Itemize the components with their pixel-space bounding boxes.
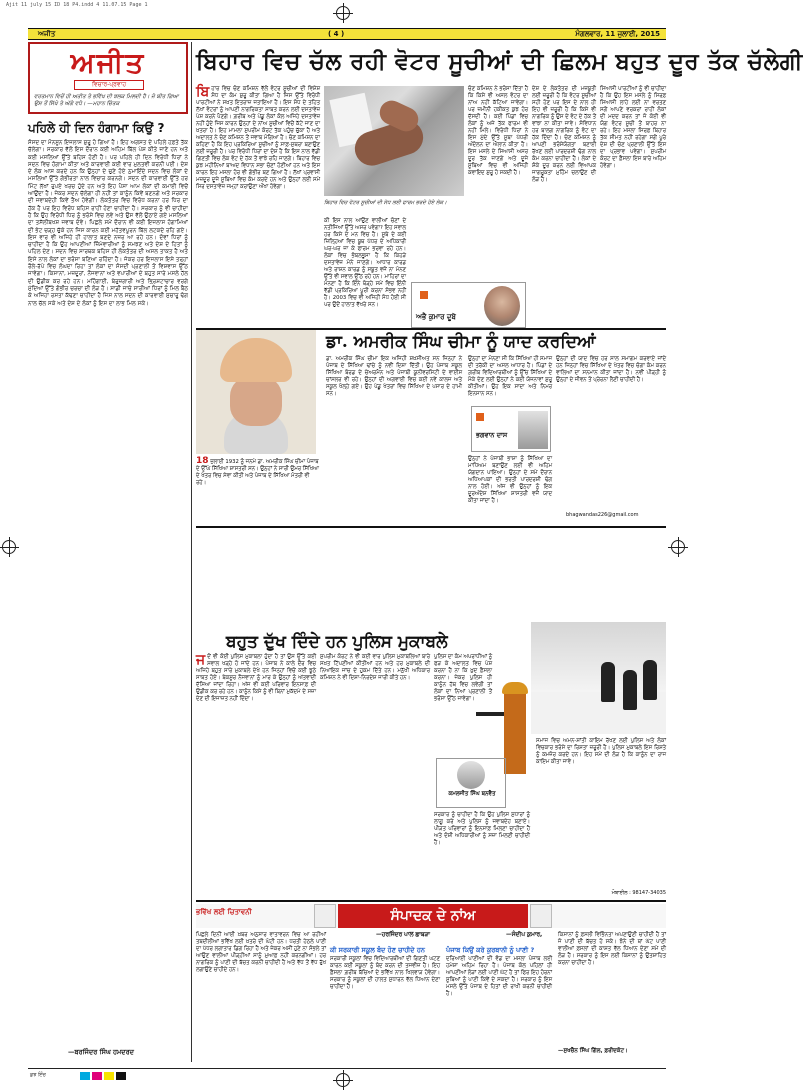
illustration-figure bbox=[623, 670, 637, 710]
page-header bbox=[28, 28, 666, 40]
letters-header bbox=[196, 904, 666, 928]
header-page-number: ( 4 ) bbox=[328, 30, 345, 38]
author-photo bbox=[518, 411, 548, 449]
letter-3-body: ਦਰਿਆਈ ਪਾਣੀਆਂ ਦੀ ਵੰਡ ਦਾ ਮਸਲਾ ਪੰਜਾਬ ਲਈ ਹਮੇਸ਼ਾ ਅਹਿਮ ਰਿਹਾ ਹੈ। ਪੰਜਾਬ ਕੋਲ ਪਹਿਲਾਂ ਹੀ ਆਪਣੀਆਂ ਲੋੜਾਂ ਲਈ ਪਾਣੀ ਘੱਟ ਹੈ ਤਾਂ ਫਿਰ ਇਹ ਹੋਰਨਾਂ ਸੂਬਿਆਂ ਨੂੰ ਪਾਣੀ ਕਿਵੇਂ ਦੇ ਸਕਦਾ ਹੈ। ਸਰਕਾਰ ਨੂੰ ਇਸ ਮਸਲੇ ਉੱਤੇ ਪੰਜਾਬ ਦੇ ਹਿਤਾਂ ਦੀ ਰਾਖੀ ਕਰਨੀ ਚਾਹੀਦੀ ਹੈ। bbox=[446, 956, 552, 997]
lead-photo-hands bbox=[324, 86, 464, 196]
footer-text: ਕੁਝ ਇੰਚ bbox=[30, 1072, 46, 1078]
section-divider bbox=[196, 526, 666, 528]
letter-1-body: ਪਿਛਲੇ ਦਿਨੀਂ ਆਈ ਖ਼ਬਰ ਅਨੁਸਾਰ ਵਾਤਾਵਰਨ ਵਿਚ ਆ ਰਹੀਆਂ ਤਬਦੀਲੀਆਂ ਭਵਿੱਖ ਲਈ ਖ਼ਤਰੇ ਦੀ ਘੰਟੀ ਹਨ। ਧਰਤੀ ਹੇਠਲੇ ਪਾਣੀ ਦਾ ਪੱਧਰ ਲਗਾਤਾਰ ਡਿਗ ਰਿਹਾ ਹੈ ਅਤੇ ਜੇਕਰ ਅਸੀਂ ਹੁਣੇ ਨਾ ਸੰਭਲੇ ਤਾਂ ਆਉਣ ਵਾਲੀਆਂ ਪੀੜ੍ਹੀਆਂ ਸਾਨੂੰ ਮੁਆਫ਼ ਨਹੀਂ ਕਰਨਗੀਆਂ। ਹਰ ਨਾਗਰਿਕ ਨੂੰ ਪਾਣੀ ਦੀ ਬੱਚਤ ਕਰਨੀ ਚਾਹੀਦੀ ਹੈ ਅਤੇ ਵੱਧ ਤੋਂ ਵੱਧ ਰੁੱਖ ਲਗਾਉਣੇ ਚਾਹੀਦੇ ਹਨ। bbox=[196, 932, 326, 973]
letter-2-body: ਸਰਕਾਰੀ ਸਕੂਲਾਂ ਵਿਚ ਵਿਦਿਆਰਥੀਆਂ ਦੀ ਗਿਣਤੀ ਘਟਣ ਕਾਰਨ ਕਈ ਸਕੂਲਾਂ ਨੂੰ ਬੰਦ ਕਰਨ ਦੀ ਤਜਵੀਜ਼ ਹੈ। ਇਹ ਫ਼ੈਸਲਾ ਗ਼ਰੀਬ ਬੱਚਿਆਂ ਦੇ ਭਵਿੱਖ ਨਾਲ ਖਿਲਵਾੜ ਹੋਵੇਗਾ। ਸਰਕਾਰ ਨੂੰ ਸਕੂਲਾਂ ਦੀ ਹਾਲਤ ਸੁਧਾਰਨ ਵੱਲ ਧਿਆਨ ਦੇਣਾ ਚਾਹੀਦਾ ਹੈ। bbox=[330, 956, 440, 990]
feature-column-2: ਉਨ੍ਹਾਂ ਦਾ ਮੰਨਣਾ ਸੀ ਕਿ ਸਿੱਖਿਆ ਹੀ ਸਮਾਜ ਦੀ ਤਰੱਕੀ ਦਾ ਅਸਲ ਆਧਾਰ ਹੈ। ਪਿੰਡਾਂ ਦੇ ਗ਼ਰੀਬ ਵਿਦਿਆਰਥੀਆਂ ਨੂੰ ਉੱਚ ਸਿੱਖਿਆ ਦੇ ਮੌਕੇ ਦੇਣ ਲਈ ਉਨ੍ਹਾਂ ਨੇ ਕਈ ਯੋਜਨਾਵਾਂ ਸ਼ੁਰੂ ਕੀਤੀਆਂ। ਉਹ ਇਕ ਸਾਦਾ ਅਤੇ ਨਿਮਰ ਇਨਸਾਨ ਸਨ। bbox=[468, 356, 552, 397]
author-marker-icon bbox=[420, 291, 428, 299]
police-column-5: ਸਮਾਜ ਵਿਚ ਅਮਨ-ਸ਼ਾਂਤੀ ਕਾਇਮ ਰੱਖਣ ਲਈ ਪੁਲਿਸ ਅਤੇ ਲੋਕਾਂ ਵਿਚਕਾਰ ਭਰੋਸੇ ਦਾ ਰਿਸ਼ਤਾ ਜ਼ਰੂਰੀ ਹੈ। ਪੁਲਿਸ ਮੁਕਾਬਲੇ ਇਸ ਰਿਸ਼ਤੇ ਨੂੰ ਕਮਜ਼ੋਰ ਕਰਦੇ ਹਨ। ਇਹ ਸਮੇਂ ਦੀ ਲੋੜ ਹੈ ਕਿ ਕਾਨੂੰਨ ਦਾ ਰਾਜ ਕਾਇਮ ਕੀਤਾ ਜਾਵੇ। bbox=[536, 738, 666, 765]
feature-caption-number: 18 bbox=[196, 456, 209, 466]
masthead-quote: ਵਰਤਮਾਨ ਵਿਚੋਂ ਹੀ ਅਤੀਤ ਤੇ ਭਵਿੱਖ ਦੀ ਝਲਕ ਮਿਲਦੀ ਹੈ। ਜੋ ਬੀਤ ਗਿਆ ਉਸ ਤੋਂ ਸਿੱਖੋ ਤੇ ਅੱਗੇ ਵਧੋ। —ਮਹਾਨ ਚਿੰਤਕ bbox=[34, 94, 179, 107]
feature-caption bbox=[196, 458, 320, 518]
pen-icon bbox=[314, 904, 336, 928]
feature-contact: bhagwandas226@gmail.com bbox=[566, 512, 639, 518]
color-bar-black bbox=[116, 1072, 126, 1080]
letter-4-body: ਕਿਸਾਨਾਂ ਨੂੰ ਫ਼ਸਲੀ ਵਿਭਿੰਨਤਾ ਅਪਣਾਉਣੀ ਚਾਹੀਦੀ ਹੈ ਤਾਂ ਜੋ ਪਾਣੀ ਦੀ ਬੱਚਤ ਹੋ ਸਕੇ। ਝੋਨੇ ਦੀ ਥਾਂ ਘੱਟ ਪਾਣੀ ਵਾਲੀਆਂ ਫ਼ਸਲਾਂ ਦੀ ਕਾਸ਼ਤ ਵੱਲ ਧਿਆਨ ਦੇਣਾ ਸਮੇਂ ਦੀ ਲੋੜ ਹੈ। ਸਰਕਾਰ ਨੂੰ ਇਸ ਲਈ ਕਿਸਾਨਾਂ ਨੂੰ ਉਤਸ਼ਾਹਿਤ ਕਰਨਾ ਚਾਹੀਦਾ ਹੈ। bbox=[558, 932, 666, 966]
masthead bbox=[28, 42, 188, 114]
masthead-title: ਅਜੀਤ bbox=[70, 46, 146, 79]
lead-dropcap: ਬਿ bbox=[196, 84, 210, 100]
registration-mark-bottom bbox=[336, 1073, 350, 1087]
police-author-box bbox=[436, 758, 506, 808]
lead-column-5: ਸਿਆਸੀ ਪਾਰਟੀਆਂ ਨੂੰ ਵੀ ਚਾਹੀਦਾ ਹੈ ਕਿ ਉਹ ਇਸ ਮਸਲੇ ਨੂੰ ਸਿਰਫ਼ ਸਿਆਸੀ ਲਾਹੇ ਲਈ ਨਾ ਵਰਤਣ ਸਗੋਂ ਆਪਣੇ ਵਰਕਰਾਂ ਰਾਹੀਂ ਲੋਕਾਂ ਦੀ ਮਦਦ ਕਰਨ ਤਾਂ ਜੋ ਕੋਈ ਵੀ ਯੋਗ ਵੋਟਰ ਸੂਚੀ ਤੋਂ ਬਾਹਰ ਨਾ ਰਹੇ। ਇਹ ਮਸਲਾ ਸਿਰਫ਼ ਬਿਹਾਰ ਤੱਕ ਸੀਮਤ ਨਹੀਂ ਰਹੇਗਾ ਸਗੋਂ ਪੂਰੇ ਦੇਸ਼ ਦੀ ਚੋਣ ਪ੍ਰਣਾਲੀ ਉੱਤੇ ਇਸ ਦਾ ਪ੍ਰਭਾਵ ਪਵੇਗਾ। ਸੁਪਰੀਮ ਕੋਰਟ ਦਾ ਫ਼ੈਸਲਾ ਇਸ ਬਾਰੇ ਅਹਿਮ ਹੋਵੇਗਾ। bbox=[600, 86, 666, 169]
letter-3-heading: ਪੰਜਾਬ ਕਿਉਂ ਕਰੇ ਕੁਰਬਾਨੀ ਨੂੰ ਪਾਣੀ ? bbox=[446, 946, 535, 954]
illustration-body bbox=[504, 694, 526, 774]
letter-2-heading: ਕੀ ਸਰਕਾਰੀ ਸਕੂਲ ਬੰਦ ਹੋਣ ਚਾਹੀਦੇ ਹਨ bbox=[330, 946, 425, 954]
feature-column-1: ਡਾ. ਅਮਰੀਕ ਸਿੰਘ ਚੀਮਾ ਇਕ ਅਜਿਹੀ ਸ਼ਖ਼ਸੀਅਤ ਸਨ ਜਿਨ੍ਹਾਂ ਨੇ ਪੰਜਾਬ ਦੇ ਸਿੱਖਿਆ ਢਾਂਚੇ ਨੂੰ ਨਵੀਂ ਦਿਸ਼ਾ ਦਿੱਤੀ। ਉਹ ਪੰਜਾਬ ਸਕੂਲ ਸਿੱਖਿਆ ਬੋਰਡ ਦੇ ਚੇਅਰਮੈਨ ਅਤੇ ਪੰਜਾਬੀ ਯੂਨੀਵਰਸਿਟੀ ਦੇ ਵਾਈਸ ਚਾਂਸਲਰ ਵੀ ਰਹੇ। ਉਨ੍ਹਾਂ ਦੀ ਅਗਵਾਈ ਵਿਚ ਕਈ ਨਵੇਂ ਕਾਲਜ ਅਤੇ ਸਕੂਲ ਖੋਲ੍ਹੇ ਗਏ। ਉਹ ਪੇਂਡੂ ਖੇਤਰਾਂ ਵਿਚ ਸਿੱਖਿਆ ਦੇ ਪਸਾਰ ਦੇ ਹਾਮੀ ਸਨ। bbox=[326, 356, 462, 397]
author-marker-icon bbox=[476, 413, 484, 421]
police-headline: ਬਹੁਤ ਦੁੱਖ ਦਿੰਦੇ ਹਨ ਪੁਲਿਸ ਮੁਕਾਬਲੇ bbox=[226, 632, 448, 652]
masthead-subtitle: ਵਿਚਾਰ-ਪ੍ਰਵਾਹ bbox=[74, 80, 144, 90]
letter-bottom-signature: —ਸੁਖਚੈਨ ਸਿੰਘ ਗਿੱਲ, ਫ਼ਰੀਦਕੋਟ। bbox=[558, 1048, 628, 1054]
illustration-hat bbox=[502, 682, 528, 694]
police-column-2: ਸੁਪਰੀਮ ਕੋਰਟ ਨੇ ਵੀ ਕਈ ਵਾਰ ਪੁਲਿਸ ਮੁਕਾਬਲਿਆਂ ਬਾਰੇ ਸਖ਼ਤ ਟਿੱਪਣੀਆਂ ਕੀਤੀਆਂ ਹਨ ਅਤੇ ਹਰ ਮੁਕਾਬਲੇ ਦੀ ਨਿਆਂਇਕ ਜਾਂਚ ਦੇ ਹੁਕਮ ਦਿੱਤੇ ਹਨ। ਮਨੁੱਖੀ ਅਧਿਕਾਰ ਕਮਿਸ਼ਨ ਨੇ ਵੀ ਦਿਸ਼ਾ-ਨਿਰਦੇਸ਼ ਜਾਰੀ ਕੀਤੇ ਹਨ। bbox=[320, 654, 430, 681]
police-contact: ਮੋਬਾਈਲ : 98147-34035 bbox=[611, 890, 666, 896]
letter-top-signature: —ਹਰਜਿੰਦਰ ਪਾਲ ਛਾਬੜਾ bbox=[376, 932, 430, 938]
author-photo bbox=[457, 761, 485, 789]
police-column-1 bbox=[196, 654, 316, 898]
police-author-name: ਕਮਲਜੀਤ ਸਿੰਘ ਬਨਵੈਤ bbox=[448, 791, 496, 797]
feature-headline: ਡਾ. ਅਮਰੀਕ ਸਿੰਘ ਚੀਮਾ ਨੂੰ ਯਾਦ ਕਰਦਿਆਂ bbox=[326, 332, 596, 352]
photo-turban bbox=[220, 338, 292, 382]
color-bar-cyan bbox=[80, 1072, 90, 1080]
registration-mark-left bbox=[2, 540, 16, 554]
footer-rule bbox=[28, 1068, 666, 1069]
header-paper-name: ਅਜੀਤ bbox=[38, 30, 56, 38]
letters-banner: ਸੰਪਾਦਕ ਦੇ ਨਾਂਅ bbox=[338, 904, 528, 928]
illustration-figure bbox=[643, 660, 657, 700]
lead-text-1: ਹਾਰ ਵਿਚ ਚੋਣ ਕਮਿਸ਼ਨ ਵੱਲੋਂ ਵੋਟਰ ਸੂਚੀਆਂ ਦੀ ਵਿਸ਼ੇਸ਼ ਸੋਧ ਦਾ ਕੰਮ ਸ਼ੁਰੂ ਕੀਤਾ ਗਿਆ ਹੈ ਜਿਸ ਉੱਤੇ ਵਿਰੋਧੀ ਪਾਰਟੀਆਂ ਨੇ ਸਖ਼ਤ ਇਤਰਾਜ਼ ਜਤਾਇਆ ਹੈ। ਇਸ ਸੋਧ ਦੇ ਤਹਿਤ ਲੱਖਾਂ ਵੋਟਰਾਂ ਨੂੰ ਆਪਣੀ ਨਾਗਰਿਕਤਾ ਸਾਬਤ ਕਰਨ ਲਈ ਦਸਤਾਵੇਜ਼ ਪੇਸ਼ ਕਰਨੇ ਪੈਣਗੇ। ਗ਼ਰੀਬ ਅਤੇ ਪੇਂਡੂ ਲੋਕਾਂ ਕੋਲ ਅਜਿਹੇ ਦਸਤਾਵੇਜ਼ ਨਹੀਂ ਹੁੰਦੇ ਜਿਸ ਕਾਰਨ ਉਨ੍ਹਾਂ ਦੇ ਨਾਂਅ ਸੂਚੀਆਂ ਵਿਚੋਂ ਕੱਟੇ ਜਾਣ ਦਾ ਖ਼ਤਰਾ ਹੈ। ਇਹ ਮਾਮਲਾ ਸੁਪਰੀਮ ਕੋਰਟ ਤੱਕ ਪਹੁੰਚ ਚੁੱਕਾ ਹੈ ਅਤੇ ਅਦਾਲਤ ਨੇ ਚੋਣ ਕਮਿਸ਼ਨ ਤੋਂ ਜਵਾਬ ਮੰਗਿਆ ਹੈ। ਚੋਣ ਕਮਿਸ਼ਨ ਦਾ ਕਹਿਣਾ ਹੈ ਕਿ ਇਹ ਪ੍ਰਕਿਰਿਆ ਸੂਚੀਆਂ ਨੂੰ ਸਾਫ਼-ਸੁਥਰਾ ਬਣਾਉਣ ਲਈ ਜ਼ਰੂਰੀ ਹੈ। ਪਰ ਵਿਰੋਧੀ ਧਿਰਾਂ ਦਾ ਦੋਸ਼ ਹੈ ਕਿ ਇਸ ਨਾਲ ਵੱਡੀ ਗਿਣਤੀ ਵਿਚ ਲੋਕ ਵੋਟ ਦੇ ਹੱਕ ਤੋਂ ਵਾਂਝੇ ਰਹਿ ਜਾਣਗੇ। ਬਿਹਾਰ ਵਿਚ ਕੁਝ ਮਹੀਨਿਆਂ ਬਾਅਦ ਵਿਧਾਨ ਸਭਾ ਚੋਣਾਂ ਹੋਣੀਆਂ ਹਨ ਅਤੇ ਇਸ ਕਾਰਨ ਇਹ ਮਸਲਾ ਹੋਰ ਵੀ ਗੰਭੀਰ ਬਣ ਗਿਆ ਹੈ। ਲੱਖਾਂ ਪ੍ਰਵਾਸੀ ਮਜ਼ਦੂਰ ਦੂਜੇ ਸੂਬਿਆਂ ਵਿਚ ਕੰਮ ਕਰਦੇ ਹਨ ਅਤੇ ਉਨ੍ਹਾਂ ਲਈ ਸਮੇਂ ਸਿਰ ਦਸਤਾਵੇਜ਼ ਜਮ੍ਹਾਂ ਕਰਾਉਣਾ ਔਖਾ ਹੋਵੇਗਾ। bbox=[196, 86, 320, 190]
lead-author-name: ਅਭੈ ਕੁਮਾਰ ਦੂਬੇ bbox=[416, 313, 456, 321]
feature-author-box bbox=[471, 406, 551, 452]
column-divider bbox=[191, 42, 192, 1062]
editorial-title: ਪਹਿਲੇ ਹੀ ਦਿਨ ਹੰਗਾਮਾ ਕਿਉਂ ? bbox=[28, 121, 165, 135]
feature-author-name: ਭਗਵਾਨ ਦਾਸ bbox=[476, 431, 508, 439]
lead-author-box bbox=[411, 282, 526, 328]
letters-left-label: ਭਵਿੱਖ ਲਈ ਚਿਤਾਵਨੀ bbox=[196, 908, 252, 916]
header-date: ਮੰਗਲਵਾਰ, 11 ਜੁਲਾਈ, 2015 bbox=[575, 30, 660, 38]
police-dropcap: ਜ bbox=[196, 652, 206, 668]
police-illustration bbox=[531, 622, 666, 734]
police-column-3: ਪੁਲਿਸ ਦਾ ਕੰਮ ਅਪਰਾਧੀਆਂ ਨੂੰ ਫੜ ਕੇ ਅਦਾਲਤ ਵਿਚ ਪੇਸ਼ ਕਰਨਾ ਹੈ ਨਾ ਕਿ ਖ਼ੁਦ ਫ਼ੈਸਲਾ ਕਰਨਾ। ਜੇਕਰ ਪੁਲਿਸ ਹੀ ਕਾਨੂੰਨ ਹੱਥ ਵਿਚ ਲਵੇਗੀ ਤਾਂ ਲੋਕਾਂ ਦਾ ਨਿਆਂ ਪ੍ਰਣਾਲੀ ਤੋਂ ਭਰੋਸਾ ਉੱਠ ਜਾਵੇਗਾ। bbox=[434, 654, 493, 702]
newspaper-page bbox=[28, 42, 803, 1064]
photo-face bbox=[230, 376, 282, 426]
lead-column-1 bbox=[196, 86, 320, 282]
police-column-4: ਸਰਕਾਰ ਨੂੰ ਚਾਹੀਦਾ ਹੈ ਕਿ ਉਹ ਪੁਲਿਸ ਸੁਧਾਰਾਂ ਨੂੰ ਲਾਗੂ ਕਰੇ ਅਤੇ ਪੁਲਿਸ ਨੂੰ ਜਵਾਬਦੇਹ ਬਣਾਏ। ਪੀੜਤ ਪਰਿਵਾਰਾਂ ਨੂੰ ਇਨਸਾਫ਼ ਮਿਲਣਾ ਚਾਹੀਦਾ ਹੈ ਅਤੇ ਦੋਸ਼ੀ ਅਧਿਕਾਰੀਆਂ ਨੂੰ ਸਜ਼ਾ ਮਿਲਣੀ ਚਾਹੀਦੀ ਹੈ। bbox=[434, 812, 530, 846]
print-slug: Ajit 11 july 15 ID 18 P4.indd 4 11.07.15 Page 1 bbox=[6, 2, 148, 8]
registration-mark-top bbox=[336, 6, 350, 20]
section-divider bbox=[196, 900, 666, 902]
editorial-byline: —ਬਰਜਿੰਦਰ ਸਿੰਘ ਹਮਦਰਦ bbox=[68, 1048, 134, 1056]
lead-photo-caption: ਬਿਹਾਰ ਵਿਚ ਵੋਟਰ ਸੂਚੀਆਂ ਦੀ ਸੋਧ ਲਈ ਫਾਰਮ ਭਰਦੇ ਹੋਏ ਲੋਕ। bbox=[324, 200, 447, 206]
editorial-column bbox=[28, 42, 188, 1062]
envelope-icon bbox=[530, 904, 552, 928]
registration-mark-right bbox=[671, 540, 685, 554]
feature-caption-text: ਜੁਲਾਈ 1932 ਨੂੰ ਜਨਮੇ ਡਾ. ਅਮਰੀਕ ਸਿੰਘ ਚੀਮਾ ਪੰਜਾਬ ਦੇ ਉੱਘੇ ਸਿੱਖਿਆ ਸ਼ਾਸਤਰੀ ਸਨ। ਉਨ੍ਹਾਂ ਨੇ ਸਾਰੀ ਉਮਰ ਸਿੱਖਿਆ ਦੇ ਖੇਤਰ ਵਿਚ ਸੇਵਾ ਕੀਤੀ ਅਤੇ ਪੰਜਾਬ ਦੇ ਸਿੱਖਿਆ ਮੰਤਰੀ ਵੀ ਰਹੇ। bbox=[196, 459, 319, 486]
author-photo bbox=[484, 286, 520, 326]
lead-column-4: ਦੇਸ਼ ਦੇ ਲੋਕਤੰਤਰ ਦੀ ਮਜ਼ਬੂਤੀ ਲਈ ਜ਼ਰੂਰੀ ਹੈ ਕਿ ਵੋਟਰ ਸੂਚੀਆਂ ਸਹੀ ਹੋਣ ਪਰ ਇਸ ਦੇ ਨਾਲ ਹੀ ਇਹ ਵੀ ਜ਼ਰੂਰੀ ਹੈ ਕਿ ਕਿਸੇ ਵੀ ਨਾਗਰਿਕ ਨੂੰ ਉਸ ਦੇ ਵੋਟ ਦੇ ਹੱਕ ਤੋਂ ਵਾਂਝਾ ਨਾ ਕੀਤਾ ਜਾਵੇ। ਸੰਵਿਧਾਨ ਹਰ ਬਾਲਗ ਨਾਗਰਿਕ ਨੂੰ ਵੋਟ ਦਾ ਹੱਕ ਦਿੰਦਾ ਹੈ। ਚੋਣ ਕਮਿਸ਼ਨ ਨੂੰ ਆਪਣੀ ਭਰੋਸੇਯੋਗਤਾ ਬਣਾਈ ਰੱਖਣ ਲਈ ਪਾਰਦਰਸ਼ੀ ਢੰਗ ਨਾਲ ਕੰਮ ਕਰਨਾ ਚਾਹੀਦਾ ਹੈ। ਲੋਕਾਂ ਦੇ ਸ਼ੰਕੇ ਦੂਰ ਕਰਨ ਲਈ ਵਿਆਪਕ ਜਾਗਰੂਕਤਾ ਮੁਹਿੰਮ ਚਲਾਉਣ ਦੀ ਲੋੜ ਹੈ। bbox=[532, 86, 596, 183]
color-bar-yellow bbox=[104, 1072, 114, 1080]
police-text-1: ਦੋਂ ਵੀ ਕੋਈ ਪੁਲਿਸ ਮੁਕਾਬਲਾ ਹੁੰਦਾ ਹੈ ਤਾਂ ਉਸ ਉੱਤੇ ਕਈ ਸਵਾਲ ਖੜ੍ਹੇ ਹੋ ਜਾਂਦੇ ਹਨ। ਪੰਜਾਬ ਨੇ ਕਾਲੇ ਦੌਰ ਵਿਚ ਅਜਿਹੇ ਬਹੁਤ ਸਾਰੇ ਮੁਕਾਬਲੇ ਦੇਖੇ ਹਨ ਜਿਨ੍ਹਾਂ ਵਿਚੋਂ ਕਈ ਝੂਠੇ ਸਾਬਤ ਹੋਏ। ਬੇਕਸੂਰ ਨੌਜਵਾਨਾਂ ਨੂੰ ਮਾਰ ਕੇ ਉਨ੍ਹਾਂ ਨੂੰ ਅੱਤਵਾਦੀ ਦੱਸਿਆ ਜਾਂਦਾ ਰਿਹਾ। ਅੱਜ ਵੀ ਕਈ ਪਰਿਵਾਰ ਇਨਸਾਫ਼ ਦੀ ਉਡੀਕ ਕਰ ਰਹੇ ਹਨ। ਕਾਨੂੰਨ ਕਿਸੇ ਨੂੰ ਵੀ ਬਿਨਾਂ ਮੁਕੱਦਮੇ ਦੇ ਸਜ਼ਾ ਦੇਣ ਦੀ ਇਜਾਜ਼ਤ ਨਹੀਂ ਦਿੰਦਾ। bbox=[196, 654, 316, 702]
lead-column-2: ਕੀ ਇਸ ਨਾਲ ਆਉਣ ਵਾਲੀਆਂ ਚੋਣਾਂ ਦੇ ਨਤੀਜਿਆਂ ਉੱਤੇ ਅਸਰ ਪਵੇਗਾ? ਇਹ ਸਵਾਲ ਹਰ ਕਿਸੇ ਦੇ ਮਨ ਵਿਚ ਹੈ। ਸੂਬੇ ਦੇ ਕਈ ਜ਼ਿਲ੍ਹਿਆਂ ਵਿਚ ਬੂਥ ਪੱਧਰ ਦੇ ਅਧਿਕਾਰੀ ਘਰ-ਘਰ ਜਾ ਕੇ ਫਾਰਮ ਭਰਵਾ ਰਹੇ ਹਨ। ਲੋਕਾਂ ਵਿਚ ਭੰਬਲਭੂਸਾ ਹੈ ਕਿ ਕਿਹੜੇ ਦਸਤਾਵੇਜ਼ ਮੰਨੇ ਜਾਣਗੇ। ਆਧਾਰ ਕਾਰਡ ਅਤੇ ਰਾਸ਼ਨ ਕਾਰਡ ਨੂੰ ਸਬੂਤ ਵਜੋਂ ਨਾ ਮੰਨਣ ਉੱਤੇ ਵੀ ਸਵਾਲ ਉੱਠ ਰਹੇ ਹਨ। ਮਾਹਿਰਾਂ ਦਾ ਮੰਨਣਾ ਹੈ ਕਿ ਇੰਨੇ ਥੋੜ੍ਹੇ ਸਮੇਂ ਵਿਚ ਇੰਨੀ ਵੱਡੀ ਪ੍ਰਕਿਰਿਆ ਪੂਰੀ ਕਰਨਾ ਸੰਭਵ ਨਹੀਂ ਹੈ। 2003 ਵਿਚ ਵੀ ਅਜਿਹੀ ਸੋਧ ਹੋਈ ਸੀ ਪਰ ਉਦੋਂ ਹਾਲਾਤ ਵੱਖਰੇ ਸਨ। bbox=[324, 218, 406, 308]
letter-mid-signature: —ਸੰਦੀਪ ਕੁਮਾਰ, bbox=[506, 932, 543, 938]
illustration-figure bbox=[601, 662, 615, 702]
editorial-body: ਸੰਸਦ ਦਾ ਮੌਨਸੂਨ ਇਜਲਾਸ ਸ਼ੁਰੂ ਹੋ ਗਿਆ ਹੈ। ਇਹ ਅਗਸਤ ਦੇ ਪਹਿਲੇ ਹਫ਼ਤੇ ਤੱਕ ਚੱਲੇਗਾ। ਸਰਕਾਰ ਵੱਲੋਂ ਇਸ ਦੌਰਾਨ ਕਈ ਅਹਿਮ ਬਿੱਲ ਪੇਸ਼ ਕੀਤੇ ਜਾਣੇ ਹਨ ਅਤੇ ਕਈ ਮਸਲਿਆਂ ਉੱਤੇ ਬਹਿਸ ਹੋਣੀ ਹੈ। ਪਰ ਪਹਿਲੇ ਹੀ ਦਿਨ ਵਿਰੋਧੀ ਧਿਰਾਂ ਨੇ ਸਦਨ ਵਿਚ ਹੰਗਾਮਾ ਕੀਤਾ ਅਤੇ ਕਾਰਵਾਈ ਕਈ ਵਾਰ ਮੁਲਤਵੀ ਕਰਨੀ ਪਈ। ਦੇਸ਼ ਦੇ ਲੋਕ ਆਸ ਕਰਦੇ ਹਨ ਕਿ ਉਨ੍ਹਾਂ ਦੇ ਚੁਣੇ ਹੋਏ ਨੁਮਾਇੰਦੇ ਸਦਨ ਵਿਚ ਲੋਕਾਂ ਦੇ ਮਸਲਿਆਂ ਉੱਤੇ ਗੰਭੀਰਤਾ ਨਾਲ ਵਿਚਾਰ ਕਰਨਗੇ। ਸਦਨ ਦੀ ਕਾਰਵਾਈ ਉੱਤੇ ਹਰ ਮਿੰਟ ਲੱਖਾਂ ਰੁਪਏ ਖਰਚ ਹੁੰਦੇ ਹਨ ਅਤੇ ਇਹ ਪੈਸਾ ਆਮ ਲੋਕਾਂ ਦੀ ਕਮਾਈ ਵਿਚੋਂ ਆਉਂਦਾ ਹੈ। ਜੇਕਰ ਸਦਨ ਚੱਲੇਗਾ ਹੀ ਨਹੀਂ ਤਾਂ ਕਾਨੂੰਨ ਕਿਵੇਂ ਬਣਨਗੇ ਅਤੇ ਸਰਕਾਰ ਦੀ ਜਵਾਬਦੇਹੀ ਕਿਵੇਂ ਤੈਅ ਹੋਵੇਗੀ। ਲੋਕਤੰਤਰ ਵਿਚ ਵਿਰੋਧ ਕਰਨਾ ਹਰ ਧਿਰ ਦਾ ਹੱਕ ਹੈ ਪਰ ਇਹ ਵਿਰੋਧ ਬਹਿਸ ਰਾਹੀਂ ਹੋਣਾ ਚਾਹੀਦਾ ਹੈ। ਸਰਕਾਰ ਨੂੰ ਵੀ ਚਾਹੀਦਾ ਹੈ ਕਿ ਉਹ ਵਿਰੋਧੀ ਧਿਰ ਨੂੰ ਭਰੋਸੇ ਵਿਚ ਲਵੇ ਅਤੇ ਉਸ ਵੱਲੋਂ ਉਠਾਏ ਗਏ ਮਸਲਿਆਂ ਦਾ ਤਸੱਲੀਬਖਸ਼ ਜਵਾਬ ਦੇਵੇ। ਪਿਛਲੇ ਸਮੇਂ ਦੌਰਾਨ ਵੀ ਕਈ ਇਜਲਾਸ ਹੰਗਾਮਿਆਂ ਦੀ ਭੇਟ ਚੜ੍ਹ ਚੁੱਕੇ ਹਨ ਜਿਸ ਕਾਰਨ ਕਈ ਮਹੱਤਵਪੂਰਨ ਬਿੱਲ ਲਟਕਦੇ ਰਹਿ ਗਏ। ਇਸ ਵਾਰ ਵੀ ਅਜਿਹੇ ਹੀ ਹਾਲਾਤ ਬਣਦੇ ਨਜ਼ਰ ਆ ਰਹੇ ਹਨ। ਦੋਵਾਂ ਧਿਰਾਂ ਨੂੰ ਚਾਹੀਦਾ ਹੈ ਕਿ ਉਹ ਆਪਣੀਆਂ ਜ਼ਿੰਮੇਵਾਰੀਆਂ ਨੂੰ ਸਮਝਣ ਅਤੇ ਦੇਸ਼ ਦੇ ਹਿਤਾਂ ਨੂੰ ਪਹਿਲ ਦੇਣ। ਸਦਨ ਵਿਚ ਸਾਰਥਕ ਬਹਿਸ ਹੀ ਲੋਕਤੰਤਰ ਦੀ ਅਸਲ ਤਾਕਤ ਹੈ ਅਤੇ ਇਸੇ ਨਾਲ ਲੋਕਾਂ ਦਾ ਭਰੋਸਾ ਬਣਿਆ ਰਹਿੰਦਾ ਹੈ। ਜੇਕਰ ਹਰ ਇਜਲਾਸ ਇਸੇ ਤਰ੍ਹਾਂ ਰੌਲੇ-ਰੱਪੇ ਵਿਚ ਲੰਘਦਾ ਰਿਹਾ ਤਾਂ ਲੋਕਾਂ ਦਾ ਸੰਸਦੀ ਪ੍ਰਣਾਲੀ ਤੋਂ ਵਿਸ਼ਵਾਸ ਉੱਠ ਜਾਵੇਗਾ। ਕਿਸਾਨਾਂ, ਮਜ਼ਦੂਰਾਂ, ਨੌਜਵਾਨਾਂ ਅਤੇ ਵਪਾਰੀਆਂ ਦੇ ਬਹੁਤ ਸਾਰੇ ਮਸਲੇ ਹੱਲ ਦੀ ਉਡੀਕ ਕਰ ਰਹੇ ਹਨ। ਮਹਿੰਗਾਈ, ਬੇਰੁਜ਼ਗਾਰੀ ਅਤੇ ਭ੍ਰਿਸ਼ਟਾਚਾਰ ਵਰਗੇ ਮੁੱਦਿਆਂ ਉੱਤੇ ਗੰਭੀਰ ਚਰਚਾ ਦੀ ਲੋੜ ਹੈ। ਸਾਡੀ ਜਾਚੇ ਸਾਰੀਆਂ ਧਿਰਾਂ ਨੂੰ ਮਿਲ ਬੈਠ ਕੇ ਅਜਿਹਾ ਰਸਤਾ ਕੱਢਣਾ ਚਾਹੀਦਾ ਹੈ ਜਿਸ ਨਾਲ ਸਦਨ ਦੀ ਕਾਰਵਾਈ ਸੁਚਾਰੂ ਢੰਗ ਨਾਲ ਚੱਲ ਸਕੇ ਅਤੇ ਦੇਸ਼ ਦੇ ਲੋਕਾਂ ਨੂੰ ਇਸ ਦਾ ਲਾਭ ਮਿਲ ਸਕੇ। bbox=[28, 140, 188, 307]
color-bar-magenta bbox=[92, 1072, 102, 1080]
feature-photo-portrait bbox=[196, 330, 316, 454]
lead-headline: ਬਿਹਾਰ ਵਿਚ ਚੱਲ ਰਹੀ ਵੋਟਰ ਸੂਚੀਆਂ ਦੀ ਛਿਲਮ ਬਹੁਤ ਦੂਰ ਤੱਕ ਚੱਲੇਗੀ bbox=[196, 48, 803, 75]
feature-column-3: ਉਨ੍ਹਾਂ ਨੇ ਪੰਜਾਬੀ ਭਾਸ਼ਾ ਨੂੰ ਸਿੱਖਿਆ ਦਾ ਮਾਧਿਅਮ ਬਣਾਉਣ ਲਈ ਵੀ ਅਹਿਮ ਯੋਗਦਾਨ ਪਾਇਆ। ਉਨ੍ਹਾਂ ਦੇ ਸਮੇਂ ਦੌਰਾਨ ਅਧਿਆਪਕਾਂ ਦੀ ਭਰਤੀ ਪਾਰਦਰਸ਼ੀ ਢੰਗ ਨਾਲ ਹੋਈ। ਅੱਜ ਵੀ ਉਨ੍ਹਾਂ ਨੂੰ ਇਕ ਦੂਰਅੰਦੇਸ਼ ਸਿੱਖਿਆ ਸ਼ਾਸਤਰੀ ਵਜੋਂ ਯਾਦ ਕੀਤਾ ਜਾਂਦਾ ਹੈ। bbox=[468, 456, 552, 504]
feature-column-4: ਉਨ੍ਹਾਂ ਦੀ ਯਾਦ ਵਿਚ ਹਰ ਸਾਲ ਸਮਾਗਮ ਕਰਵਾਏ ਜਾਂਦੇ ਹਨ ਜਿਨ੍ਹਾਂ ਵਿਚ ਸਿੱਖਿਆ ਦੇ ਖੇਤਰ ਵਿਚ ਚੰਗਾ ਕੰਮ ਕਰਨ ਵਾਲਿਆਂ ਦਾ ਸਨਮਾਨ ਕੀਤਾ ਜਾਂਦਾ ਹੈ। ਨਵੀਂ ਪੀੜ੍ਹੀ ਨੂੰ ਉਨ੍ਹਾਂ ਦੇ ਜੀਵਨ ਤੋਂ ਪ੍ਰੇਰਨਾ ਲੈਣੀ ਚਾਹੀਦੀ ਹੈ। bbox=[556, 356, 666, 383]
lead-column-3: ਚੋਣ ਕਮਿਸ਼ਨ ਨੇ ਭਰੋਸਾ ਦਿੱਤਾ ਹੈ ਕਿ ਕਿਸੇ ਵੀ ਅਸਲ ਵੋਟਰ ਦਾ ਨਾਂਅ ਨਹੀਂ ਕੱਟਿਆ ਜਾਵੇਗਾ। ਪਰ ਜ਼ਮੀਨੀ ਹਕੀਕਤ ਕੁਝ ਹੋਰ ਦੱਸਦੀ ਹੈ। ਕਈ ਪਿੰਡਾਂ ਵਿਚ ਲੋਕਾਂ ਨੂੰ ਅਜੇ ਤੱਕ ਫਾਰਮ ਵੀ ਨਹੀਂ ਮਿਲੇ। ਵਿਰੋਧੀ ਧਿਰਾਂ ਨੇ ਇਸ ਮੁੱਦੇ ਉੱਤੇ ਸੂਬਾ ਪੱਧਰੀ ਅੰਦੋਲਨ ਦਾ ਐਲਾਨ ਕੀਤਾ ਹੈ। ਇਸ ਮਸਲੇ ਦੇ ਸਿਆਸੀ ਅਸਰ ਦੂਰ ਤੱਕ ਜਾਣਗੇ ਅਤੇ ਦੂਜੇ ਸੂਬਿਆਂ ਵਿਚ ਵੀ ਅਜਿਹੀ ਕਵਾਇਦ ਸ਼ੁਰੂ ਹੋ ਸਕਦੀ ਹੈ। bbox=[468, 86, 528, 176]
